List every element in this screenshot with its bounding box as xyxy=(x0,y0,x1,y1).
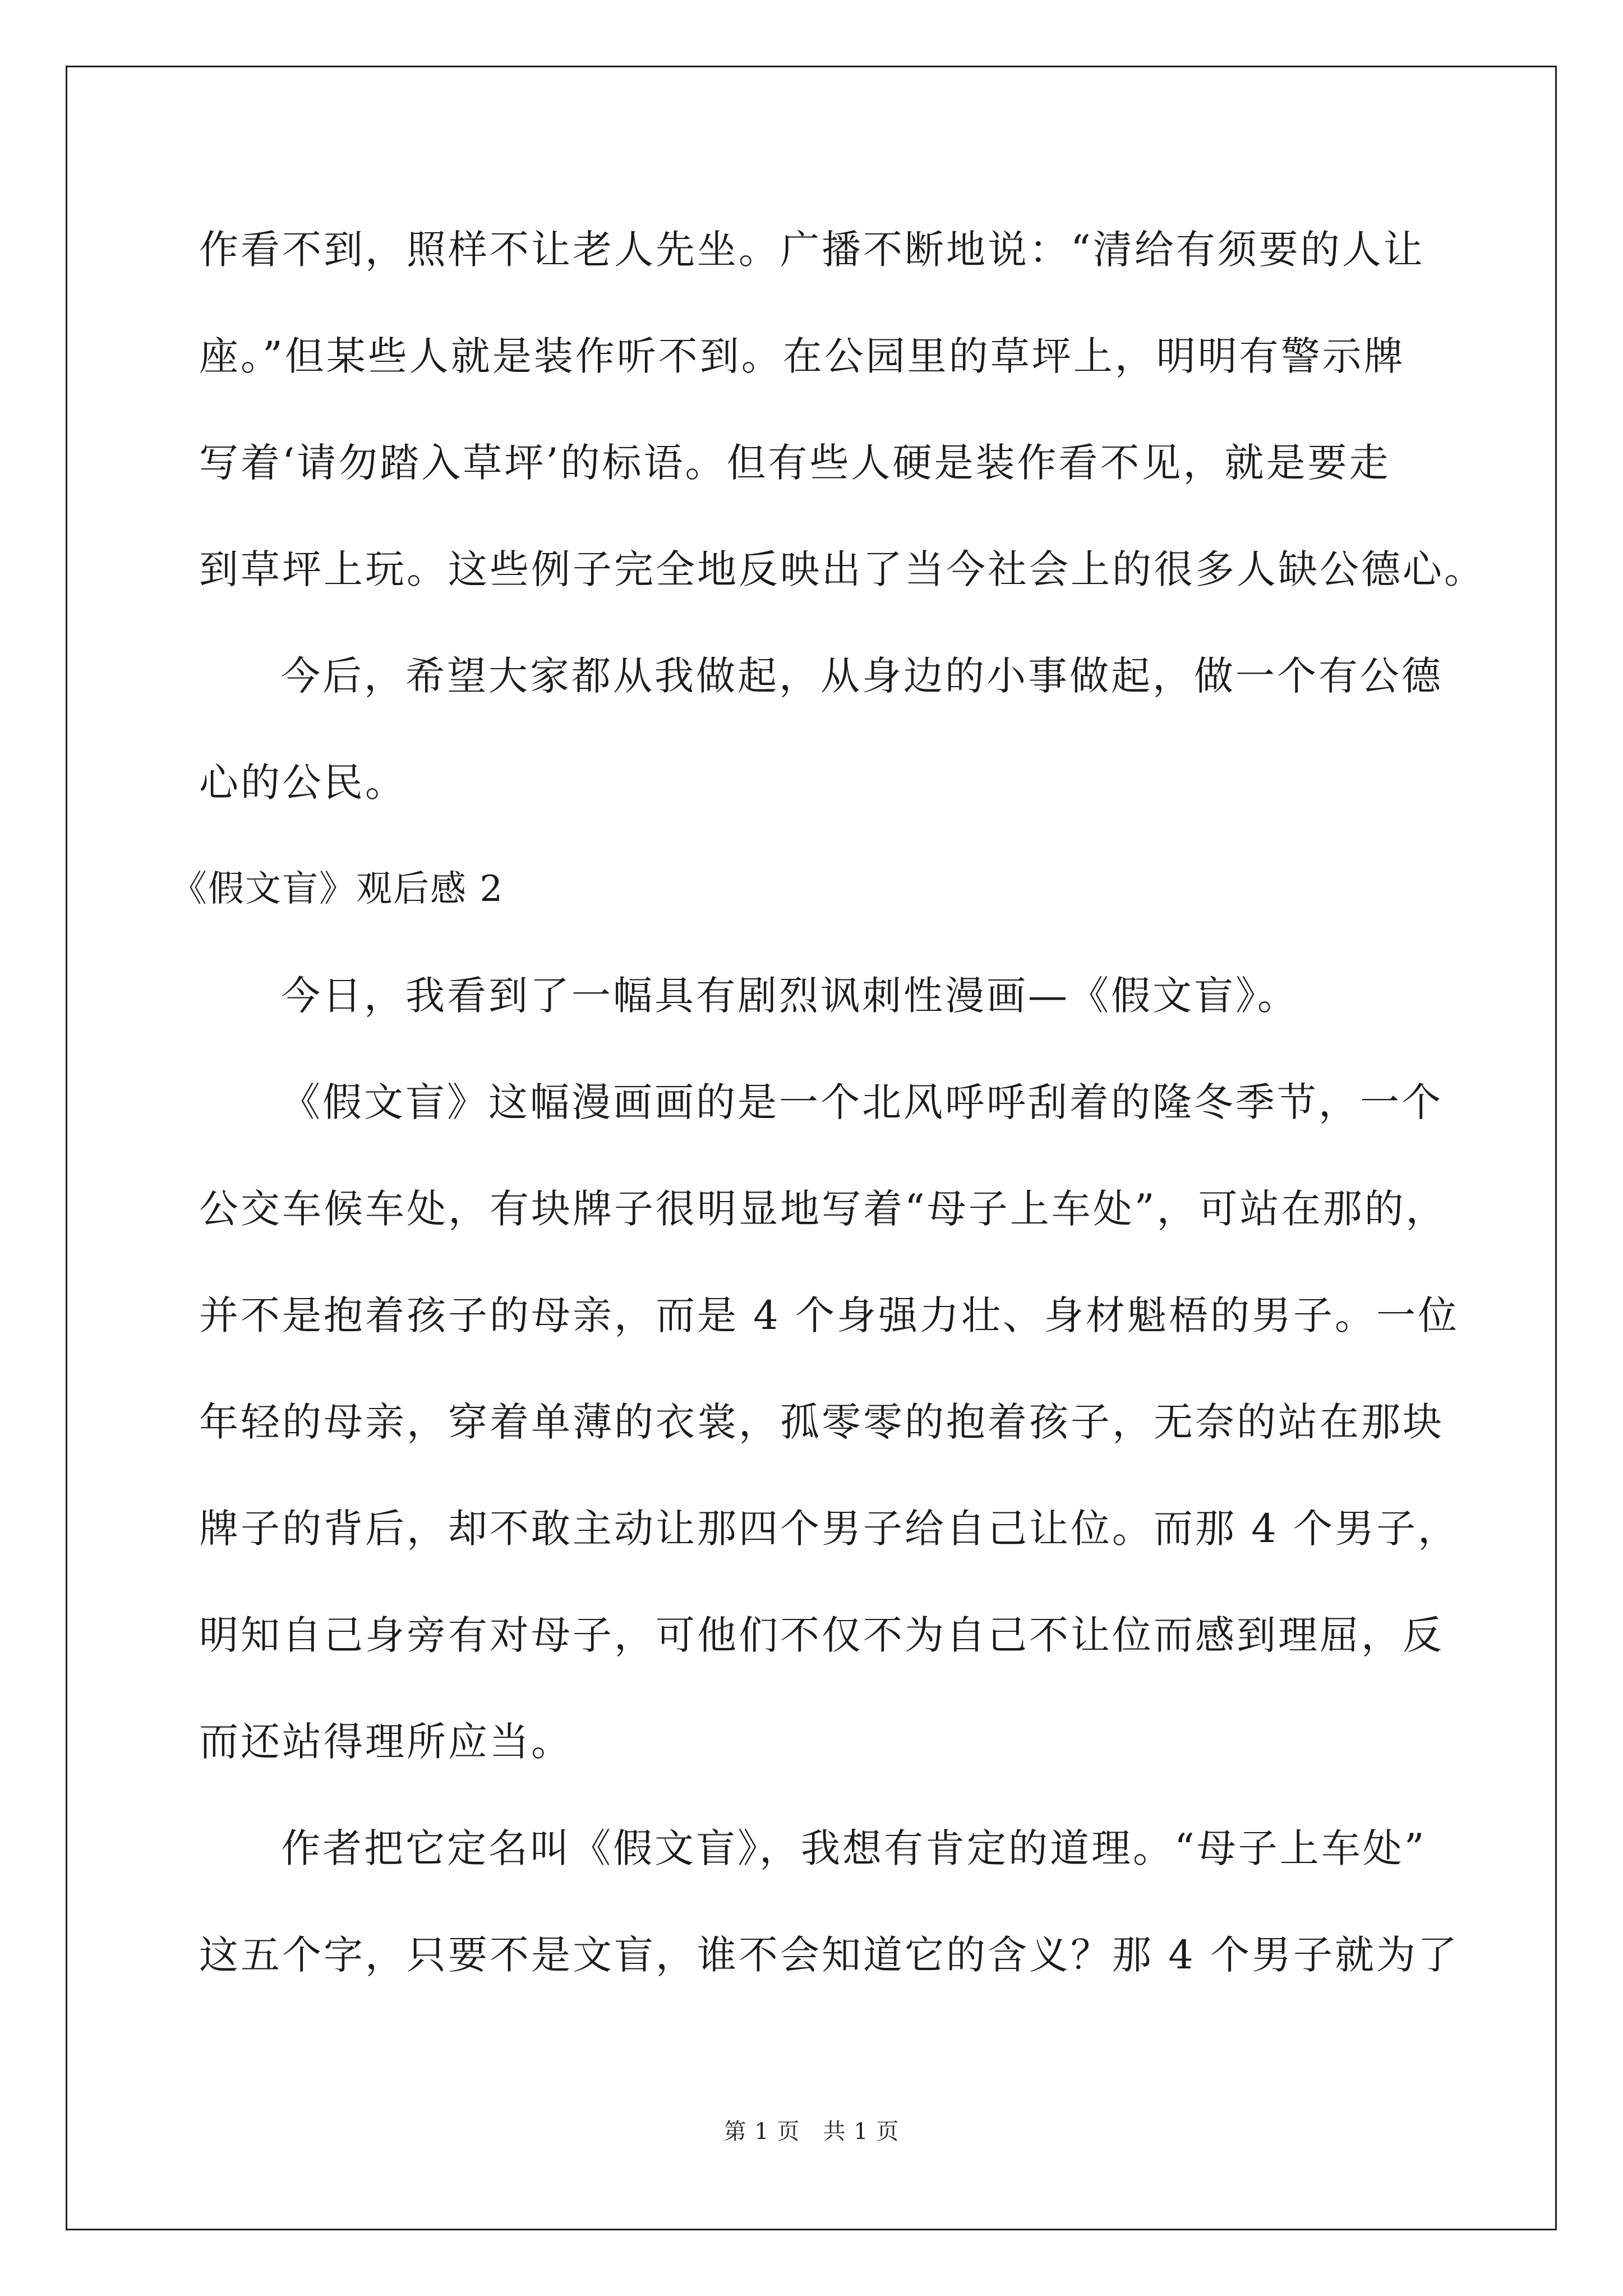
body-line: 座。”但某些人就是装作听不到。在公园里的草坪上，明明有警示牌 xyxy=(199,333,1405,379)
page-number-footer: 第 1 页 共 1 页 xyxy=(723,2119,900,2145)
paragraph-first-line: 作者把它定名叫《假文盲》，我想有肯定的道理。“母子上车处” xyxy=(281,1825,1427,1871)
body-line: 这五个字，只要不是文盲，谁不会知道它的含义？那 4 个男子就为了 xyxy=(199,1932,1460,1978)
body-line: 并不是抱着孩子的母亲，而是 4 个身强力壮、身材魁梧的男子。一位 xyxy=(199,1292,1460,1338)
body-line: 作看不到，照样不让老人先坐。广播不断地说：“清给有须要的人让 xyxy=(199,227,1425,273)
paragraph-first-line: 今日，我看到了一幅具有剧烈讽刺性漫画—《假文盲》。 xyxy=(281,973,1299,1019)
body-line: 公交车候车处，有块牌子很明显地写着“母子上车处”，可站在那的， xyxy=(199,1186,1447,1232)
body-line: 写着‘请勿踏入草坪’的标语。但有些人硬是装作看不见，就是要走 xyxy=(199,440,1391,486)
document-body xyxy=(171,216,1486,2028)
body-line: 牌子的背后，却不敢主动让那四个男子给自己让位。而那 4 个男子， xyxy=(199,1506,1460,1552)
paragraph-first-line: 《假文盲》这幅漫画画的是一个北风呼呼刮着的隆冬季节，一个 xyxy=(281,1079,1443,1125)
paragraph-first-line: 今后，希望大家都从我做起，从身边的小事做起，做一个有公德 xyxy=(281,653,1443,699)
body-line: 到草坪上玩。这些例子完全地反映出了当今社会上的很多人缺公德心。 xyxy=(199,546,1486,592)
section-heading: 《假文盲》观后感 2 xyxy=(171,868,504,910)
body-line: 明知自己身旁有对母子，可他们不仅不为自己不让位而感到理屈，反 xyxy=(199,1612,1444,1658)
body-line: 心的公民。 xyxy=(199,760,407,806)
body-line: 年轻的母亲，穿着单薄的衣裳，孤零零的抱着孩子，无奈的站在那块 xyxy=(199,1399,1444,1445)
body-line: 而还站得理所应当。 xyxy=(199,1719,573,1765)
